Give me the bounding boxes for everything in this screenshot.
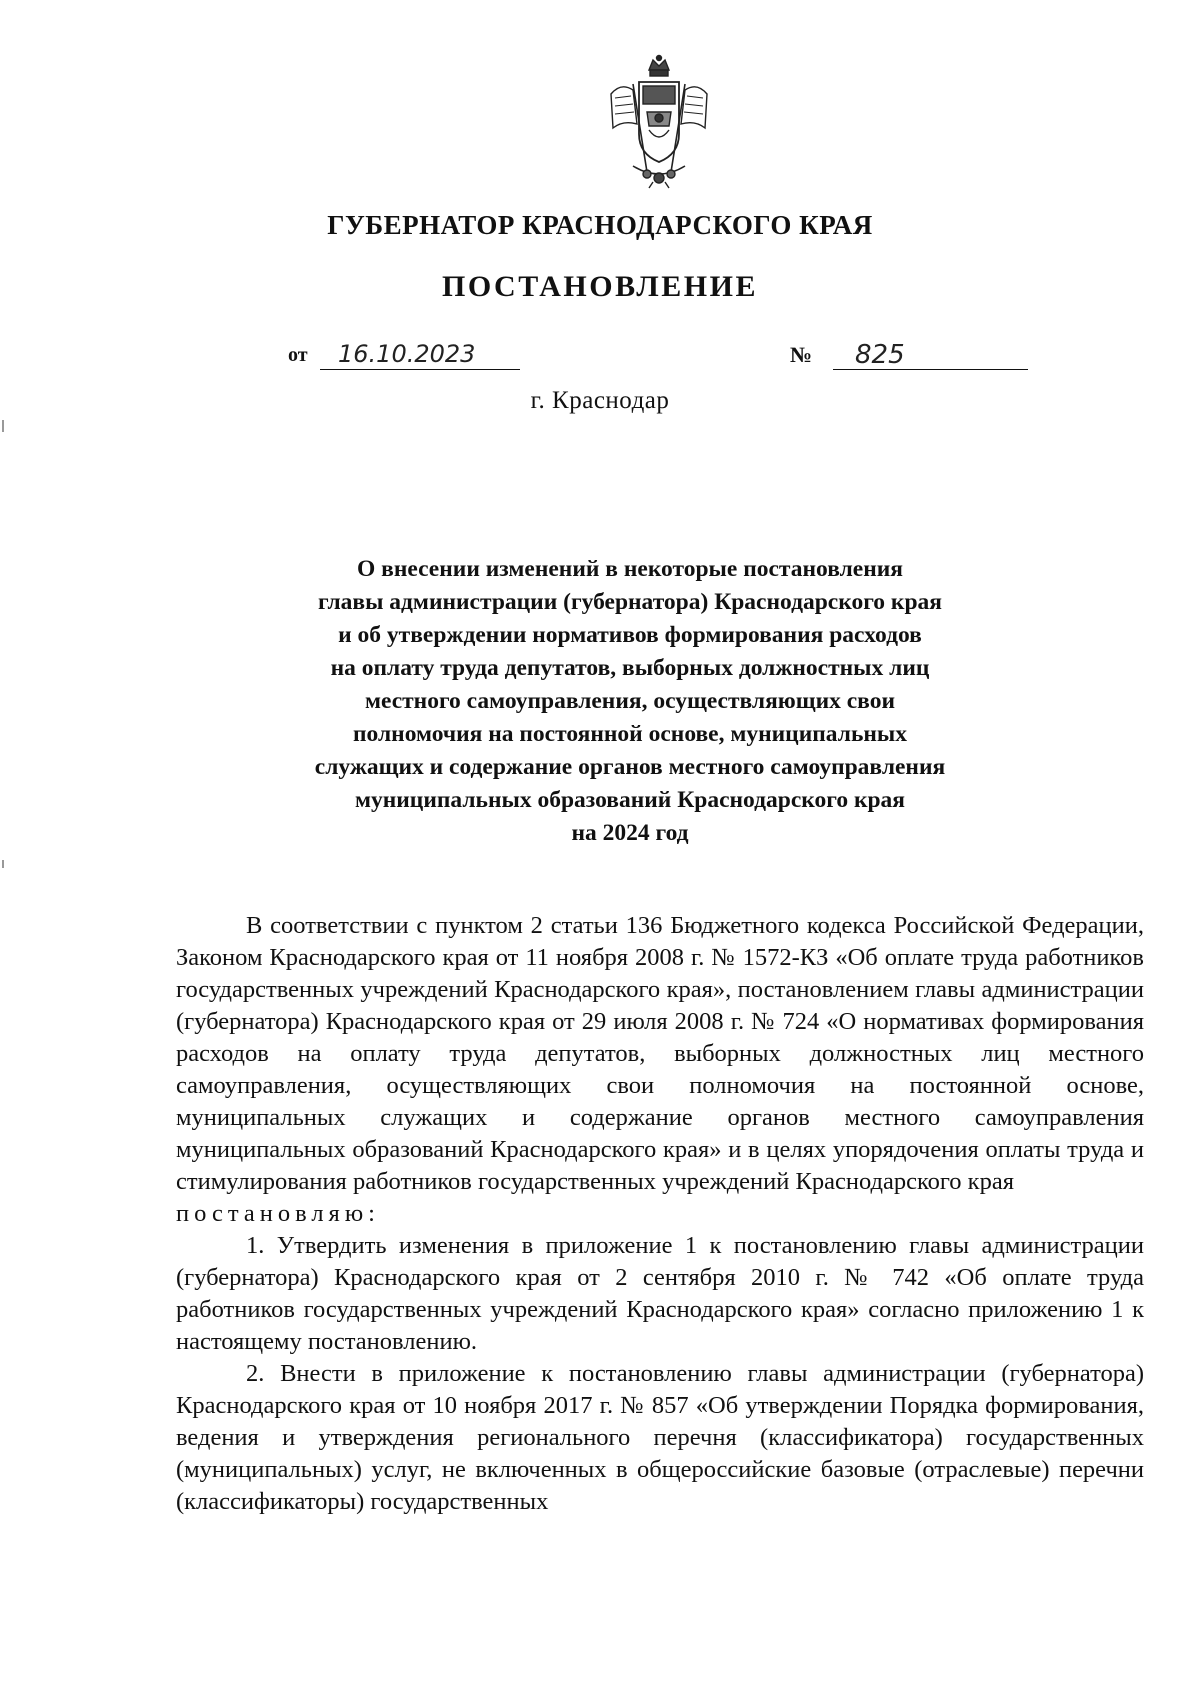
preamble-text: В соответствии с пунктом 2 статьи 136 Бюджетного кодекса Российской Федерации, Законом Краснодарского края от 11 ноября 2008 г. № 1572-КЗ «Об оплате труда работников государственных учреждений Краснодарского края», постановлением главы администрации (губернатора) Краснодарского края от 29 июля 2008 г. № 724 «О нормативах формирования расходов на оплату труда депутатов, выборных должностных лиц местного самоуправления, осуществляющих свои полномочия на постоянной основе, муниципальных служащих и содержание органов местного самоуправления муниципальных образований Краснодарского края» и в целях упорядочения оплаты труда и стимулирования работников государственных учреждений Краснодарского края bbox=[176, 912, 1144, 1195]
title-line: местного самоуправления, осуществляющих свои bbox=[364, 688, 895, 714]
title-line: главы администрации (губернатора) Краснодарского края bbox=[317, 589, 943, 615]
scan-margin-mark bbox=[2, 420, 4, 432]
document-meta-row bbox=[0, 340, 1200, 380]
title-line: полномочия на постоянной основе, муниципальных bbox=[352, 721, 908, 747]
number-label: № bbox=[790, 342, 813, 367]
date-label: от bbox=[288, 344, 308, 366]
title-line: на оплату труда депутатов, выборных должностных лиц bbox=[330, 655, 930, 681]
item-2-paragraph: 2. Внести в приложение к постановлению главы администрации (губернатора) Краснодарского края от 10 ноября 2017 г. № 857 «Об утверждении Порядка формирования, ведения и утверждения регионального перечня (классификатора) государственных (муниципальных) услуг, не включенных в общероссийские базовые (отраслевые) перечни (классификаторы) государственных bbox=[176, 1360, 1144, 1515]
title-line: О внесении изменений в некоторые постановления bbox=[356, 556, 903, 582]
document-number: 825 bbox=[833, 340, 1028, 370]
title-line: муниципальных образований Краснодарского края bbox=[354, 787, 906, 813]
title-line: и об утверждении нормативов формирования расходов bbox=[338, 622, 922, 648]
item-1-paragraph: 1. Утвердить изменения в приложение 1 к постановлению главы администрации (губернатора) Краснодарского края от 2 сентября 2010 г. № 742 «Об оплате труда работников государственных учреждений Краснодарского края» согласно приложению 1 к настоящему постановлению. bbox=[176, 1232, 1144, 1355]
document-body bbox=[176, 910, 1144, 1518]
title-line: на 2024 год bbox=[571, 820, 689, 846]
decree-word: постановляю: bbox=[176, 1200, 380, 1227]
preamble-paragraph bbox=[176, 910, 1144, 1230]
title-line: служащих и содержание органов местного самоуправления bbox=[314, 754, 946, 780]
document-subject-title bbox=[200, 553, 1060, 850]
issuing-authority: ГУБЕРНАТОР КРАСНОДАРСКОГО КРАЯ bbox=[327, 210, 873, 240]
city-of-issue: г. Краснодар bbox=[530, 387, 670, 414]
scan-margin-mark bbox=[2, 860, 4, 868]
document-date: 16.10.2023 bbox=[320, 340, 520, 370]
krasnodar-krai-coat-of-arms-icon bbox=[603, 54, 715, 189]
document-type-title: ПОСТАНОВЛЕНИЕ bbox=[442, 270, 758, 303]
